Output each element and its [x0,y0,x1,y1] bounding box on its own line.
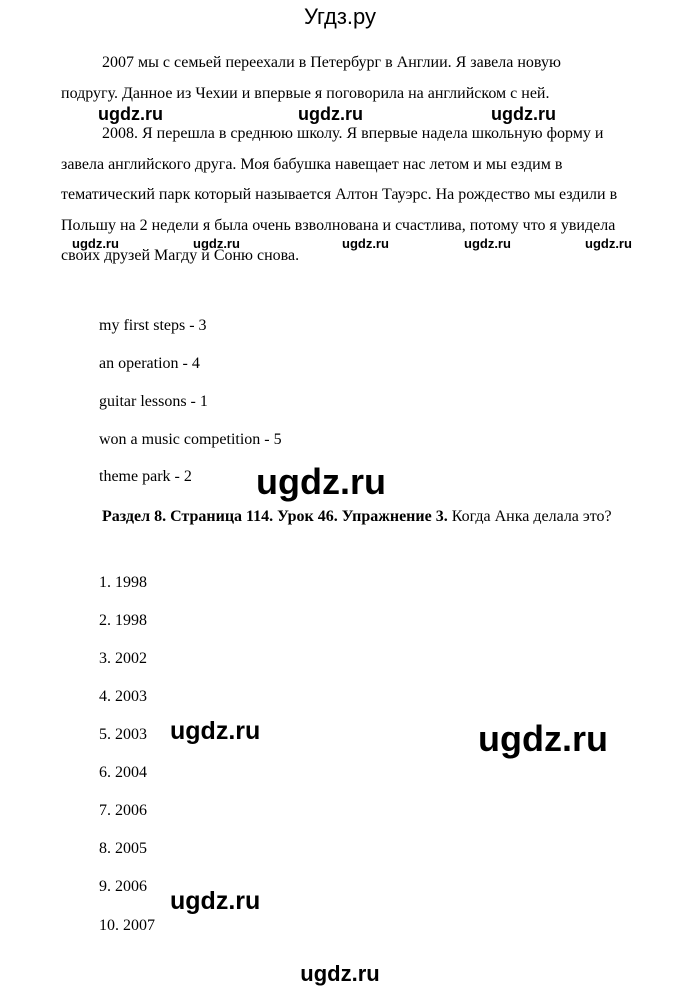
watermark: ugdz.ru [585,236,632,251]
watermark: ugdz.ru [170,887,261,915]
task-question: Когда Анка делала это? [447,508,612,525]
matching-item: guitar lessons - 1 [99,393,208,410]
watermark: ugdz.ru [256,461,386,502]
site-title: Угдз.ру [303,4,377,29]
watermark: ugdz.ru [298,104,363,124]
answer-item: 9. 2006 [99,878,147,895]
answer-item: 7. 2006 [99,802,147,819]
watermark: ugdz.ru [170,717,261,745]
watermark: ugdz.ru [342,236,389,251]
task-heading-bold: Раздел 8. Страница 114. Урок 46. Упражнение 3. [102,508,448,525]
answer-item: 2. 1998 [99,612,147,629]
matching-item: an operation - 4 [99,355,200,372]
answer-item: 4. 2003 [99,688,147,705]
watermark: ugdz.ru [491,104,556,124]
answer-item: 5. 2003 [99,726,147,743]
watermark: ugdz.ru [464,236,511,251]
paragraph-2008: 2008. Я перешла в среднюю школу. Я впервые надела школьную форму и завела английского друга. Моя бабушка навещает нас летом и мы ездим в тематический парк который называется Алтон Тауэрс. На рождество мы ездили в Польшу на 2 недели я была очень взволнована и счастлива, потому что я увидела своих друзей Магду и Соню снова. [61,125,618,264]
watermark: ugdz.ru [478,718,608,759]
watermark: ugdz.ru [98,104,163,124]
paragraph-2007: 2007 мы с семьей переехали в Петербург в Англии. Я завела новую подругу. Данное из Чехии и впервые я поговорила на английском с ней. [61,54,561,102]
matching-item: won a music competition - 5 [99,431,282,448]
watermark: ugdz.ru [72,236,119,251]
matching-item: theme park - 2 [99,468,192,485]
task-heading [61,503,621,531]
answer-item: 1. 1998 [99,574,147,591]
answer-item: 3. 2002 [99,650,147,667]
matching-item: my first steps - 3 [99,317,207,334]
answer-item: 8. 2005 [99,840,147,857]
watermark: ugdz.ru [193,236,240,251]
answer-item: 6. 2004 [99,764,147,781]
footer-watermark: ugdz.ru [300,961,380,986]
answer-item: 10. 2007 [99,917,155,934]
